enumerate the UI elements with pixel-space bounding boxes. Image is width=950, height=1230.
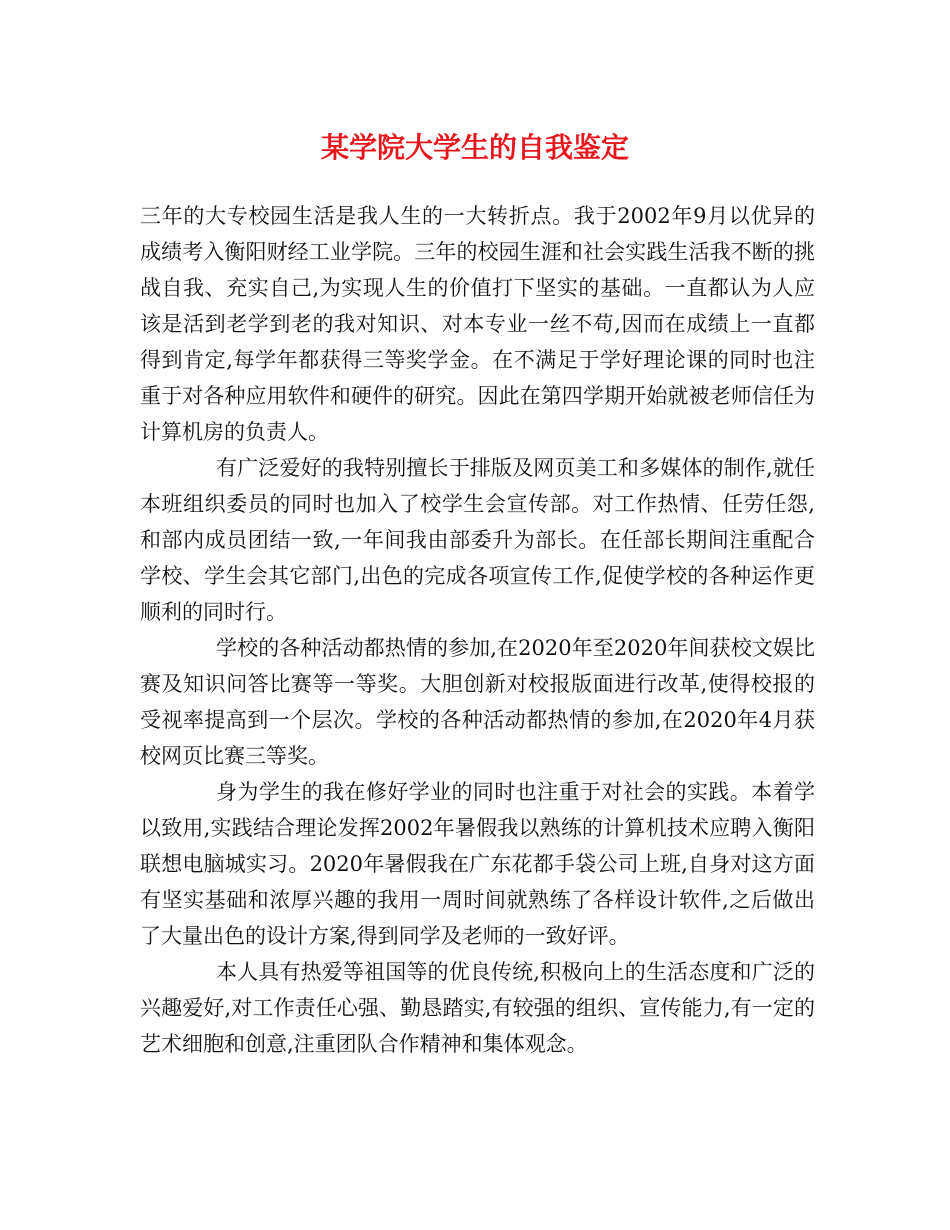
document-title: 某学院大学生的自我鉴定 bbox=[320, 131, 629, 164]
paragraph-2: 有广泛爱好的我特别擅长于排版及网页美工和多媒体的制作,就任本班组织委员的同时也加入了校学生会宣传部。对工作热情、任劳任怨,和部内成员团结一致,一年间我由部委升为部长。在任部长期间注重配合学校、学生会其它部门,出色的完成各项宣传工作,促使学校的各种运作更顺利的同时行。 bbox=[140, 456, 815, 624]
paragraph-5: 本人具有热爱等祖国等的优良传统,积极向上的生活态度和广泛的兴趣爱好,对工作责任心强、勤恳踏实,有较强的组织、宣传能力,有一定的艺术细胞和创意,注重团队合作精神和集体观念。 bbox=[140, 960, 815, 1056]
paragraph-1: 三年的大专校园生活是我人生的一大转折点。我于2002年9月以优异的成绩考入衡阳财经工业学院。三年的校园生涯和社会实践生活我不断的挑战自我、充实自己,为实现人生的价值打下坚实的基础。一直都认为人应该是活到老学到老的我对知识、对本专业一丝不苟,因而在成绩上一直都得到肯定,每学年都获得三等奖学金。在不满足于学好理论课的同时也注重于对各种应用软件和硬件的研究。因此在第四学期开始就被老师信任为计算机房的负责人。 bbox=[140, 204, 815, 444]
paragraph-4: 身为学生的我在修好学业的同时也注重于对社会的实践。本着学以致用,实践结合理论发挥2002年暑假我以熟练的计算机技术应聘入衡阳联想电脑城实习。2020年暑假我在广东花都手袋公司上班,自身对这方面有坚实基础和浓厚兴趣的我用一周时间就熟练了各样设计软件,之后做出了大量出色的设计方案,得到同学及老师的一致好评。 bbox=[140, 780, 815, 948]
document-body bbox=[140, 198, 815, 1062]
paragraph-3: 学校的各种活动都热情的参加,在2020年至2020年间获校文娱比赛及知识问答比赛等一等奖。大胆创新对校报版面进行改革,使得校报的受视率提高到一个层次。学校的各种活动都热情的参加,在2020年4月获校网页比赛三等奖。 bbox=[140, 636, 815, 768]
